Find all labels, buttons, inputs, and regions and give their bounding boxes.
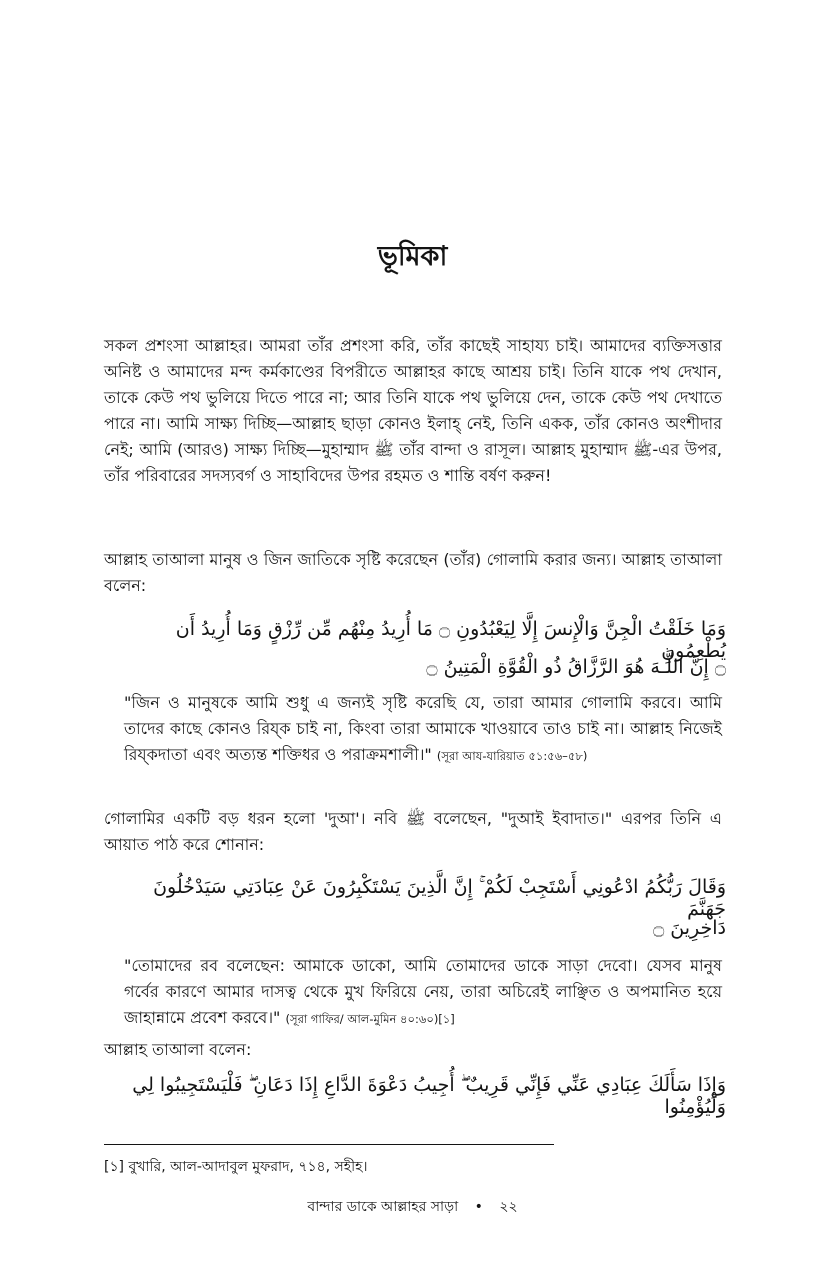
quran-verse-line-5: وَإِذَا سَأَلَكَ عِبَادِي عَنِّي فَإِنِّي قَرِيبٌ ۖ أُجِيبُ دَعْوَةَ الدَّاعِ إِذَا دَعَانِ ۖ فَلْيَسْتَجِيبُوا لِي وَلْيُؤْمِنُوا [132, 1074, 726, 1118]
quran-verse-line-3: وَقَالَ رَبُّكُمُ ادْعُونِي أَسْتَجِبْ لَكُمْ ۚ إِنَّ الَّذِينَ يَسْتَكْبِرُونَ عَنْ عِبَادَتِي سَيَدْخُلُونَ جَهَنَّمَ [153, 876, 726, 920]
separator-dot: • [474, 1199, 483, 1215]
translation-text: "জিন ও মানুষকে আমি শুধু এ জন্যই সৃষ্টি করেছি যে, তারা আমার গোলামি করবে। আমি তাদের কাছে কোনও রিয্‌ক চাই না, কিংবা তারা আমাকে খাওয়াবে তাও চাই না। আল্লাহ নিজেই রিয্‌কদাতা এবং অত্যন্ত শক্তিধর ও পরাক্রমশালী।" [124, 693, 722, 764]
quran-verse-line-4: دَاخِرِينَ ۝ [653, 917, 726, 939]
page-number: ২২ [499, 1199, 518, 1215]
section3-paragraph: আল্লাহ তাআলা বলেন: [104, 1040, 252, 1059]
surah-reference: (সূরা আয-যারিয়াত ৫১:৫৬–৫৮) [436, 749, 588, 763]
section1-paragraph: আল্লাহ তাআলা মানুষ ও জিন জাতিকে সৃষ্টি করেছেন (তাঁর) গোলামি করার জন্য। আল্লাহ তাআলা বলেন: [104, 550, 722, 595]
intro-paragraph: সকল প্রশংসা আল্লাহর। আমরা তাঁর প্রশংসা করি, তাঁর কাছেই সাহায্য চাই। আমাদের ব্যক্তিসত্তার অনিষ্ট ও আমাদের মন্দ কর্মকাণ্ডের বিপরীতে আল্লাহর কাছে আশ্রয় চাই। তিনি যাকে পথ দেখান, তাকে কেউ পথ ভুলিয়ে দিতে পারে না; আর তিনি যাকে পথ ভুলিয়ে দেন, তাকে কেউ পথ দেখাতে পারে না। আমি সাক্ষ্য দিচ্ছি—আল্লাহ ছাড়া কোনও ইলাহ্ নেই, তিনি একক, তাঁর কোনও অংশীদার নেই; আমি (আরও) সাক্ষ্য দিচ্ছি—মুহাম্মাদ ﷺ তাঁর বান্দা ও রাসূল। আল্লাহ মুহাম্মাদ ﷺ-এর উপর, তাঁর পরিবারের সদস্যবর্গ ও সাহাবিদের উপর রহমত ও শান্তি বর্ষণ করুন! [104, 336, 722, 485]
chapter-title: ভূমিকা [377, 241, 448, 272]
footnote-divider [104, 1144, 554, 1145]
translation-text: "তোমাদের রব বলেছেন: আমাকে ডাকো, আমি তোমাদের ডাকে সাড়া দেবো। যেসব মানুষ গর্বের কারণে আমার দাসত্ব থেকে মুখ ফিরিয়ে নেয়, তারা অচিরেই লাঞ্ছিত ও অপমানিত হয়ে জাহান্নামে প্রবেশ করবে।" [124, 956, 722, 1027]
section2-paragraph: গোলামির একটি বড় ধরন হলো 'দুআ'। নবি ﷺ বলেছেন, "দুআই ইবাদাত।" এরপর তিনি এ আয়াত পাঠ করে শোনান: [104, 809, 722, 854]
footnote: [১] বুখারি, আল-আদাবুল মুফরাদ, ৭১৪, সহীহ। [104, 1159, 368, 1175]
surah-reference: (সূরা গাফির/ আল-মুমিন ৪০:৬০)[১] [285, 1012, 455, 1026]
quran-verse-line-2: ۝ إِنَّ اللَّـهَ هُوَ الرَّزَّاقُ ذُو الْقُوَّةِ الْمَتِينُ ۝ [426, 656, 726, 678]
translation-quote-1 [124, 690, 722, 769]
quran-verse-line-1: وَمَا خَلَقْتُ الْجِنَّ وَالْإِنسَ إِلَّا لِيَعْبُدُونِ ۝ مَا أُرِيدُ مِنْهُم مِّن رِّزْقٍ وَمَا أُرِيدُ أَن يُطْعِمُونِ [175, 618, 726, 662]
running-footer [0, 1195, 825, 1219]
book-title: বান্দার ডাকে আল্লাহর সাড়া [307, 1199, 459, 1215]
translation-quote-2 [124, 953, 722, 1032]
